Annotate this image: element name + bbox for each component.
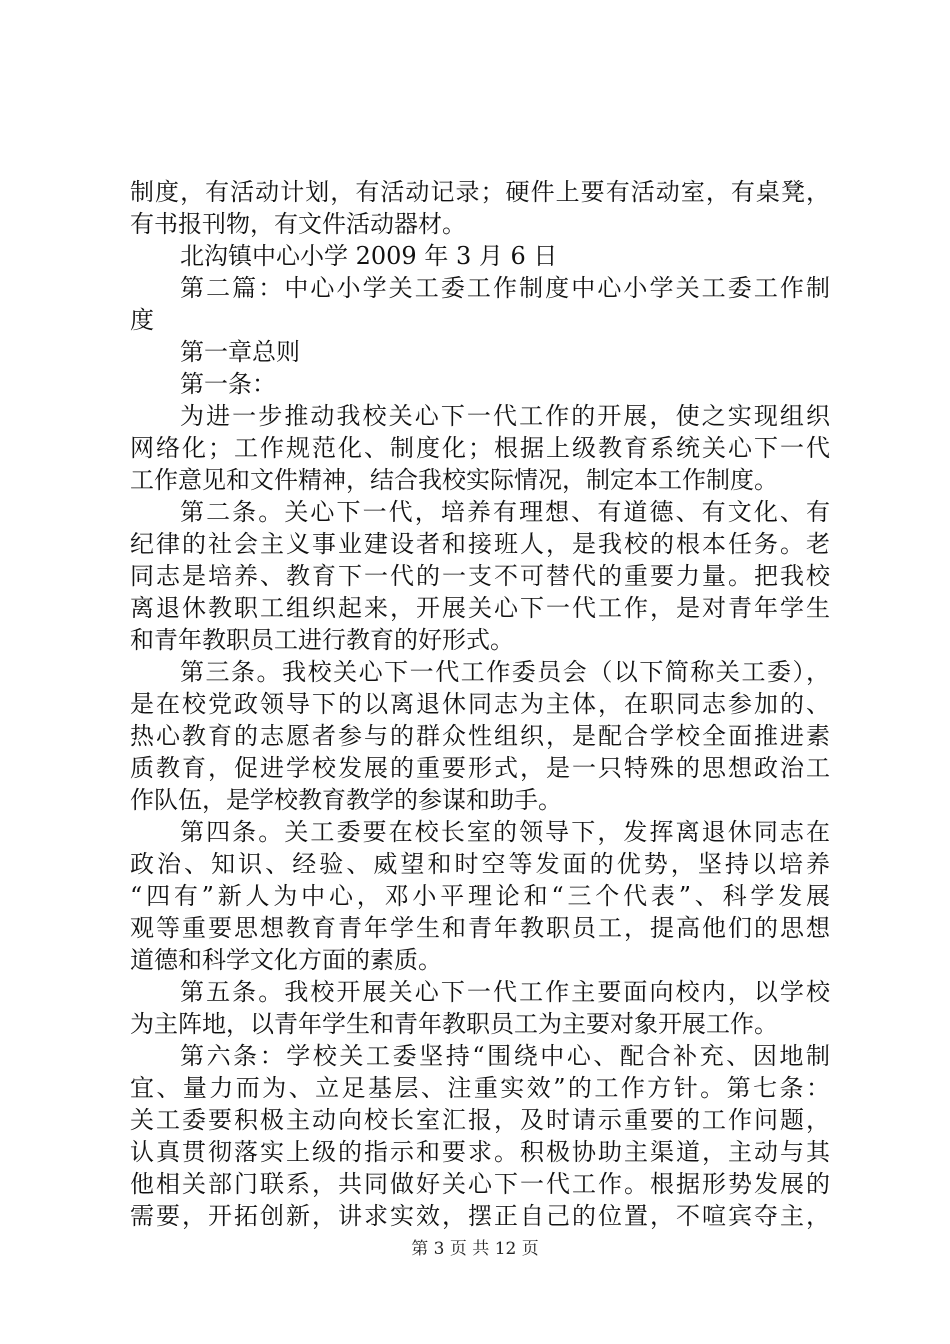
text-line: 需要，开拓创新，讲求实效，摆正自己的位置，不喧宾夺主， (130, 1202, 830, 1230)
text-line: 第一条： (180, 370, 276, 398)
text-line: 第六条：学校关工委坚持“围绕中心、配合补充、因地制 (180, 1042, 830, 1070)
text-line: 政治、知识、经验、威望和时空等发面的优势，坚持以培养 (130, 850, 830, 878)
text-line: 是在校党政领导下的以离退休同志为主体，在职同志参加的、 (130, 690, 830, 718)
text-line: 作队伍，是学校教育教学的参谋和助手。 (130, 786, 562, 814)
text-line: 第二篇：中心小学关工委工作制度中心小学关工委工作制 (180, 274, 830, 302)
text-line: 第二条。关心下一代，培养有理想、有道德、有文化、有 (180, 498, 830, 526)
text-line: 有书报刊物，有文件活动器材。 (130, 210, 466, 238)
text-line: 热心教育的志愿者参与的群众性组织，是配合学校全面推进素 (130, 722, 830, 750)
text-line: 和青年教职员工进行教育的好形式。 (130, 626, 514, 654)
text-line: 为主阵地，以青年学生和青年教职员工为主要对象开展工作。 (130, 1010, 778, 1038)
text-line: 纪律的社会主义事业建设者和接班人，是我校的根本任务。老 (130, 530, 830, 558)
text-line: 度 (130, 306, 154, 334)
text-line: 离退休教职工组织起来，开展关心下一代工作，是对青年学生 (130, 594, 830, 622)
text-line: 为进一步推动我校关心下一代工作的开展，使之实现组织 (180, 402, 830, 430)
text-line: 制度，有活动计划，有活动记录；硬件上要有活动室，有桌凳， (130, 178, 830, 206)
text-line: 第五条。我校开展关心下一代工作主要面向校内，以学校 (180, 978, 830, 1006)
page-footer: 第 3 页 共 12 页 (411, 1239, 539, 1259)
text-line: 他相关部门联系，共同做好关心下一代工作。根据形势发展的 (130, 1170, 830, 1198)
text-line: 道德和科学文化方面的素质。 (130, 946, 442, 974)
document-body (130, 176, 830, 1232)
text-line: 关工委要积极主动向校长室汇报，及时请示重要的工作问题， (130, 1106, 830, 1134)
text-line: 同志是培养、教育下一代的一支不可替代的重要力量。把我校 (130, 562, 830, 590)
text-line: 第三条。我校关心下一代工作委员会（以下简称关工委）， (180, 658, 830, 686)
text-line: 网络化；工作规范化、制度化；根据上级教育系统关心下一代 (130, 434, 830, 462)
text-line: 第一章总则 (180, 338, 300, 366)
text-line: 第四条。关工委要在校长室的领导下，发挥离退休同志在 (180, 818, 830, 846)
text-line: “四有”新人为中心，邓小平理论和“三个代表”、科学发展 (130, 882, 830, 910)
text-line: 北沟镇中心小学 2009 年 3 月 6 日 (180, 242, 558, 270)
text-line: 认真贯彻落实上级的指示和要求。积极协助主渠道，主动与其 (130, 1138, 830, 1166)
text-line: 质教育，促进学校发展的重要形式，是一只特殊的思想政治工 (130, 754, 830, 782)
text-line: 工作意见和文件精神，结合我校实际情况，制定本工作制度。 (130, 466, 778, 494)
text-line: 宜、量力而为、立足基层、注重实效”的工作方针。第七条： (130, 1074, 830, 1102)
text-line: 观等重要思想教育青年学生和青年教职员工，提高他们的思想 (130, 914, 830, 942)
